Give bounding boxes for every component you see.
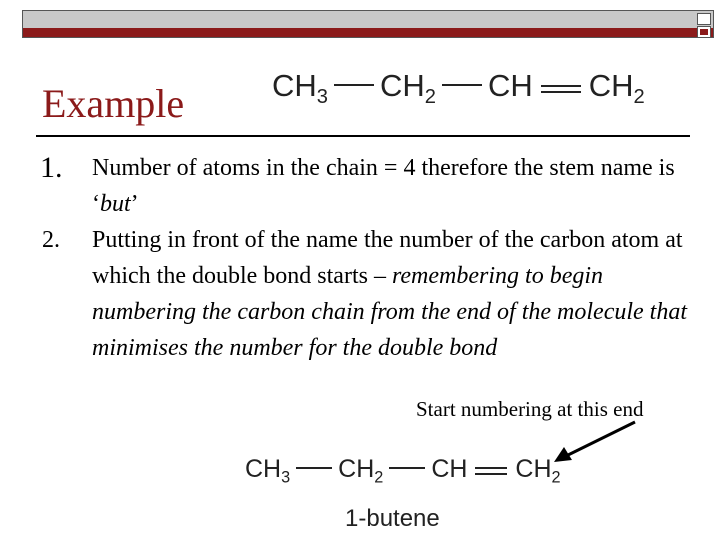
formula-group: [338, 455, 383, 488]
formula-group: [245, 455, 290, 488]
formula-group: [431, 455, 467, 488]
item-text: Number of atoms in the chain = 4 therefore the stem name is ‘: [92, 155, 675, 217]
group-base: CH: [338, 455, 375, 483]
list-number: 1.: [40, 151, 63, 184]
arrow-icon: [550, 418, 640, 468]
formula-group: [488, 68, 533, 109]
title-divider: [36, 135, 690, 137]
item-text-end: ’: [130, 191, 139, 217]
slide-title: Example: [42, 81, 185, 126]
single-bond: [389, 467, 425, 469]
group-subscript: 2: [551, 468, 561, 487]
single-bond: [442, 84, 482, 86]
group-subscript: 2: [424, 86, 436, 109]
group-base: CH: [245, 455, 282, 483]
numbering-callout: Start numbering at this end: [416, 397, 644, 421]
group-base: CH: [431, 455, 468, 483]
group-subscript: 3: [316, 86, 328, 109]
structural-formula-top: [272, 68, 645, 109]
header-red-strip: [23, 28, 713, 37]
list-number: 2.: [42, 227, 60, 253]
structural-formula-bottom: [245, 455, 561, 488]
group-base: CH: [515, 455, 552, 483]
group-base: CH: [379, 68, 425, 103]
group-subscript: 3: [281, 468, 291, 487]
group-base: CH: [487, 68, 533, 103]
group-subscript: 2: [374, 468, 384, 487]
compound-name: 1-butene: [345, 505, 440, 532]
group-subscript: 2: [633, 86, 645, 109]
double-bond: [475, 467, 507, 475]
single-bond: [334, 84, 374, 86]
formula-group: [589, 68, 645, 109]
group-base: CH: [588, 68, 634, 103]
header-bar: [22, 10, 714, 38]
explanation-list: [40, 150, 700, 366]
item-text-italic: but: [100, 191, 131, 217]
single-bond: [296, 467, 332, 469]
formula-group: [380, 68, 436, 109]
item-text: Putting in front of the name the number of the carbon atom at which the double bond starts –: [92, 227, 683, 289]
formula-group: [515, 455, 560, 488]
corner-box-icon: [697, 13, 711, 25]
formula-group: [272, 68, 328, 109]
corner-box-filled-icon: [697, 26, 711, 38]
list-item: [40, 150, 700, 222]
group-base: CH: [272, 68, 317, 103]
item-text-italic: remembering to begin numbering the carbon chain from the end of the molecule that minimises the number for the double bond: [92, 263, 687, 361]
double-bond: [541, 85, 581, 93]
list-item: [40, 222, 700, 366]
